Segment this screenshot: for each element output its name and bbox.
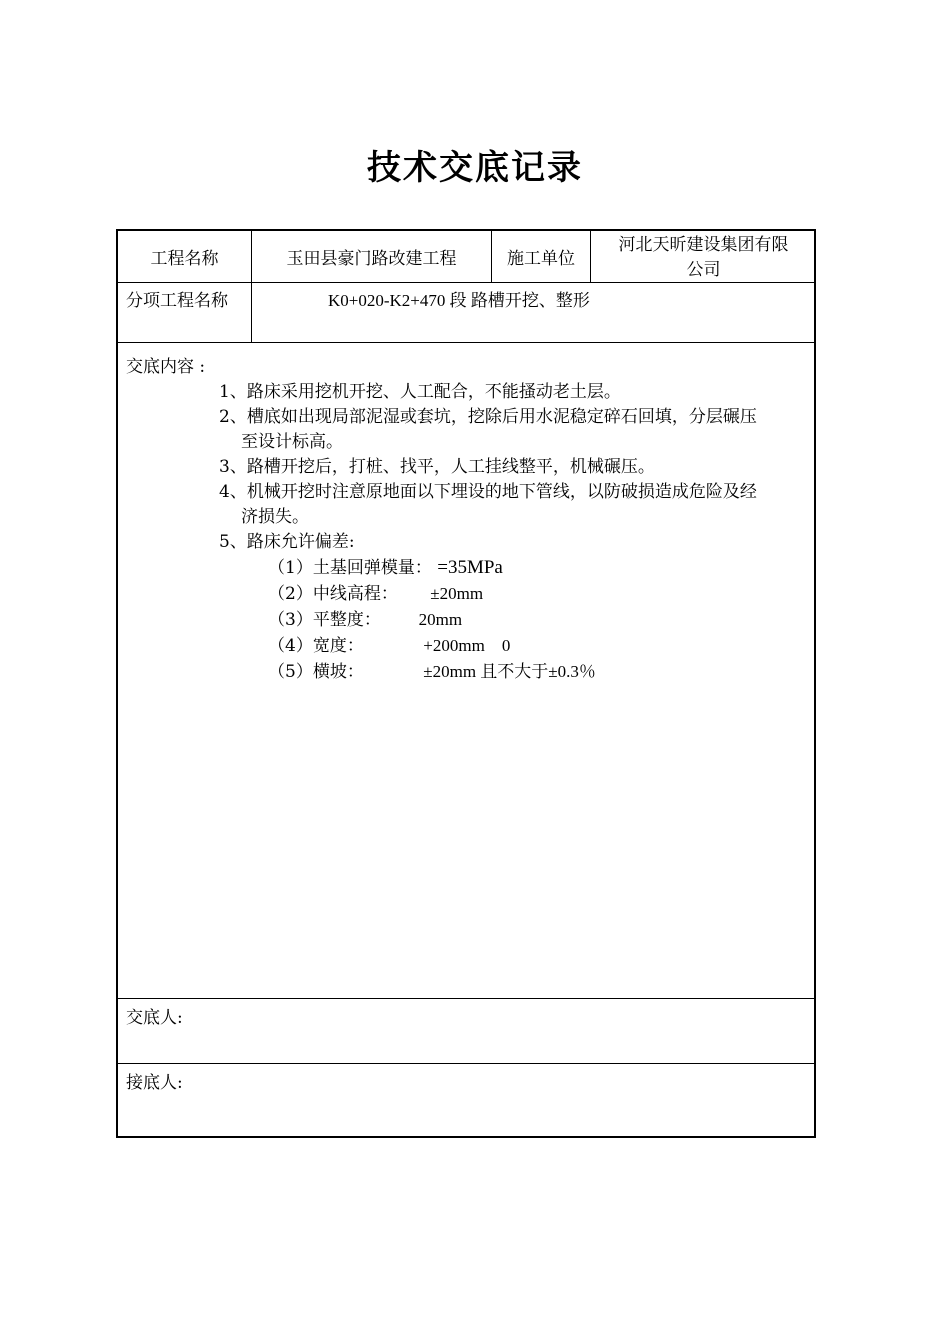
contractor-label: 施工单位 bbox=[492, 231, 591, 282]
briefing-receiver-label: 接底人: bbox=[126, 1073, 183, 1093]
tolerance-label: （4）宽度： bbox=[268, 636, 364, 656]
item-continuation: 济损失。 bbox=[241, 507, 309, 527]
tolerance-1 bbox=[126, 555, 808, 581]
item-number: 4、 bbox=[219, 482, 247, 502]
subproject-label: 分项工程名称 bbox=[118, 283, 252, 342]
content-item-1 bbox=[126, 380, 808, 405]
item-number: 2、 bbox=[219, 407, 247, 427]
item-number: 3、 bbox=[219, 457, 247, 477]
contractor-line-2: 公司 bbox=[686, 260, 721, 280]
briefing-giver-row bbox=[118, 999, 814, 1064]
tolerance-value: ±20mm 且不大于±0.3％ bbox=[423, 662, 596, 681]
item-text: 槽底如出现局部泥湿或套坑，挖除后用水泥稳定碎石回填，分层碾压 bbox=[246, 407, 757, 427]
subproject-row bbox=[118, 283, 814, 343]
contractor-value bbox=[591, 231, 816, 282]
item-number: 5、 bbox=[219, 532, 247, 552]
content-label: 交底内容 : bbox=[126, 357, 206, 377]
tolerance-value: =35MPa bbox=[437, 557, 503, 578]
briefing-content bbox=[126, 355, 808, 685]
tolerance-5 bbox=[126, 659, 808, 685]
item-number: 1、 bbox=[219, 382, 247, 402]
tolerance-value: ±20mm bbox=[430, 584, 484, 603]
content-item-4 bbox=[126, 480, 808, 530]
briefing-giver-label: 交底人: bbox=[126, 1008, 183, 1028]
tolerance-3 bbox=[126, 607, 808, 633]
item-continuation: 至设计标高。 bbox=[241, 432, 343, 452]
project-info-row bbox=[118, 231, 814, 283]
tolerance-4 bbox=[126, 633, 808, 659]
content-item-2 bbox=[126, 405, 808, 455]
content-item-5 bbox=[126, 530, 808, 555]
item-text: 路床允许偏差: bbox=[246, 532, 355, 552]
item-text: 机械开挖时注意原地面以下埋设的地下管线，以防破损造成危险及经 bbox=[246, 482, 757, 502]
project-name-label: 工程名称 bbox=[118, 231, 252, 282]
briefing-receiver-row bbox=[118, 1064, 814, 1138]
technical-briefing-form bbox=[116, 229, 816, 1138]
tolerance-label: （3）平整度： bbox=[268, 610, 381, 630]
tolerance-value: +200mm 0 bbox=[423, 636, 511, 655]
subproject-value: K0+020-K2+470 段 路槽开挖、整形 bbox=[328, 291, 590, 310]
item-text: 路床采用挖机开挖、人工配合，不能搔动老土层。 bbox=[246, 382, 621, 402]
contractor-line-1: 河北天昕建设集团有限 bbox=[618, 235, 789, 255]
content-item-3 bbox=[126, 455, 808, 480]
item-text: 路槽开挖后，打桩、找平，人工挂线整平，机械碾压。 bbox=[246, 457, 655, 477]
briefing-content-row bbox=[118, 343, 814, 999]
project-name-value: 玉田县豪门路改建工程 bbox=[252, 231, 492, 282]
tolerance-label: （2）中线高程： bbox=[268, 584, 398, 604]
document-title: 技术交底记录 bbox=[367, 148, 583, 188]
tolerance-2 bbox=[126, 581, 808, 607]
tolerance-label: （1）土基回弹模量： bbox=[268, 558, 432, 578]
tolerance-value: 20mm bbox=[418, 610, 463, 629]
tolerance-label: （5）横坡： bbox=[268, 662, 364, 682]
